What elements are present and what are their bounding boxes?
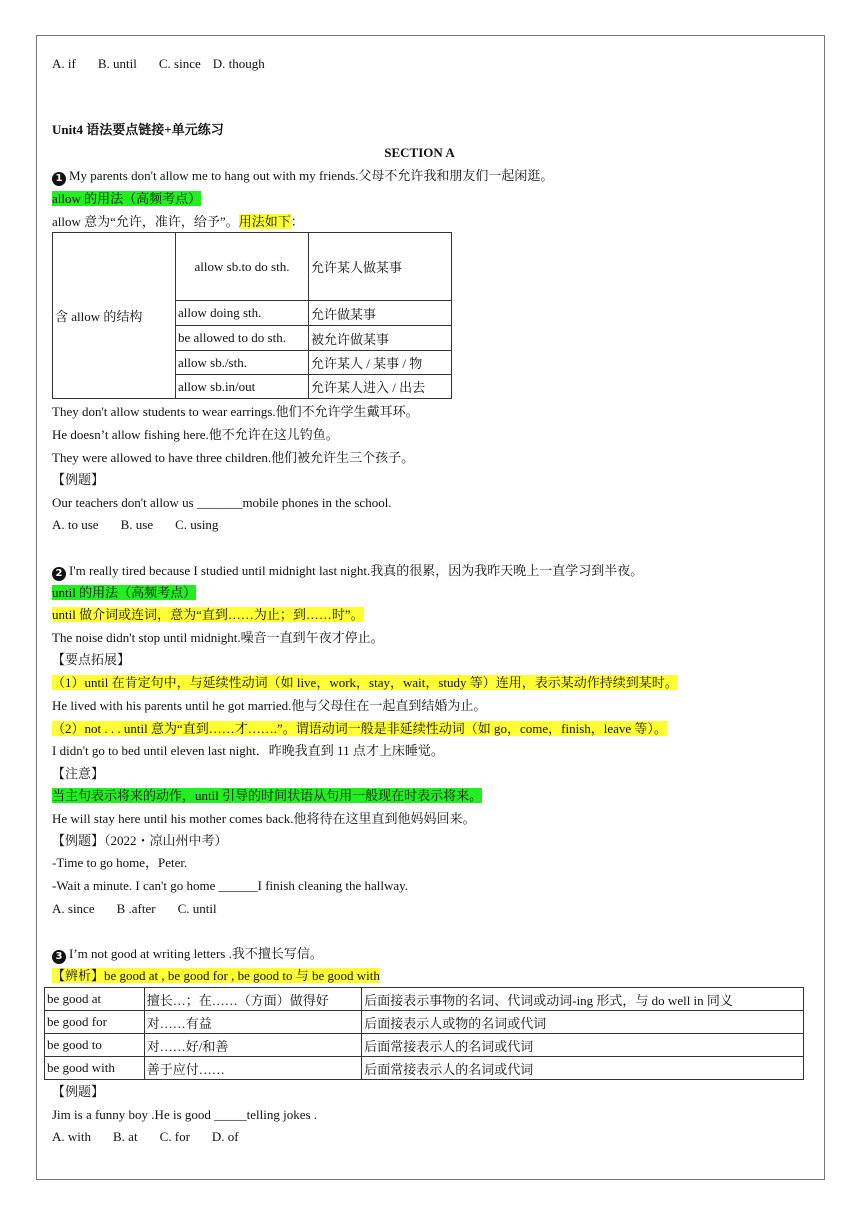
structure-cell: allow doing sth. — [176, 301, 309, 326]
option: C. for — [159, 1129, 190, 1144]
s2-example: I didn't go to bed until eleven last night．昨晚我直到 11 点才上床睡觉。 — [52, 743, 444, 758]
meaning-cell: 对……好/和善 — [144, 1034, 362, 1057]
phrase-cell: be good with — [45, 1057, 145, 1080]
q0-options — [52, 54, 265, 74]
meaning-highlight: 用法如下 — [238, 214, 291, 229]
meaning-cell: 允许某人进入 / 出去 — [309, 375, 452, 399]
s2-point — [52, 673, 678, 693]
s2-point — [52, 719, 667, 739]
s2-usage-title — [52, 583, 196, 603]
structure-cell: be allowed to do sth. — [176, 326, 309, 351]
s2-dialog: -Wait a minute. I can't go home ______I finish cleaning the hallway. — [52, 878, 409, 893]
structure-cell: allow sb.to do sth. — [176, 233, 309, 301]
sentence-text: I'm really tired because I studied until midnight last night.我真的很累，因为我昨天晚上一直学习到半夜。 — [69, 563, 644, 578]
s1-example: He doesn’t allow fishing here.他不允许在这儿钓鱼。 — [52, 427, 339, 442]
table-header-cell: 含 allow 的结构 — [53, 233, 176, 399]
s1-sentence — [52, 166, 553, 186]
structure-cell: allow sb.in/out — [176, 375, 309, 399]
option: B. at — [113, 1129, 138, 1144]
section-title: SECTION A — [384, 145, 455, 160]
option: B .after — [116, 901, 156, 916]
option: D. though — [212, 56, 265, 71]
s1-example-label: 【例题】 — [52, 472, 105, 487]
s2-note — [52, 786, 482, 806]
option: C. using — [175, 517, 219, 532]
be-good-table — [44, 987, 804, 1080]
s1-example: They were allowed to have three children.他们被允许生三个孩子。 — [52, 450, 415, 465]
sentence-text: My parents don't allow me to hang out with my friends.父母不允许我和朋友们一起闲逛。 — [69, 168, 554, 183]
s2-options — [52, 899, 217, 919]
option: A. since — [52, 901, 95, 916]
sentence-text: I’m not good at writing letters .我不擅长写信。 — [69, 946, 323, 961]
s2-sentence — [52, 561, 643, 581]
option: C. since — [158, 56, 201, 71]
usage-cell: 后面常接表示人的名词或代词 — [362, 1034, 804, 1057]
usage-cell: 后面接表示人或物的名词或代词 — [362, 1011, 804, 1034]
s3-options — [52, 1127, 239, 1147]
number-bullet: 2 — [52, 567, 66, 581]
highlighted-title: allow 的用法（高频考点） — [52, 191, 202, 206]
highlighted-point: （1）until 在肯定句中，与延续性动词（如 live，work，stay，wait，study 等）连用，表示某动作持续到某时。 — [52, 675, 678, 690]
option: B. use — [120, 517, 154, 532]
highlighted-title: until 的用法（高频考点） — [52, 585, 197, 600]
s2-dialog: -Time to go home，Peter. — [52, 855, 188, 870]
s1-meaning — [52, 212, 304, 232]
option: D. of — [211, 1129, 239, 1144]
phrase-cell: be good to — [45, 1034, 145, 1057]
s1-usage-title — [52, 189, 201, 209]
option: A. with — [52, 1129, 91, 1144]
s2-exam-label: 【例题】（2022・凉山州中考） — [52, 833, 228, 848]
usage-cell: 后面常接表示人的名词或代词 — [362, 1057, 804, 1080]
s3-analysis-title — [52, 966, 380, 986]
s1-question: Our teachers don't allow us _______mobile phones in the school. — [52, 495, 392, 510]
meaning-cell: 被允许做某事 — [309, 326, 452, 351]
highlighted-note: 当主句表示将来的动作，until 引导的时间状语从句用一般现在时表示将来。 — [52, 788, 483, 803]
s1-example: They don't allow students to wear earrings.他们不允许学生戴耳环。 — [52, 404, 419, 419]
structure-cell: allow sb./sth. — [176, 351, 309, 375]
meaning-cell: 允许某人做某事 — [309, 233, 452, 301]
allow-structure-table — [52, 232, 452, 399]
meaning-text: allow 意为“允许，准许，给予”。 — [52, 214, 239, 229]
s2-usage-def — [52, 605, 364, 625]
number-bullet: 3 — [52, 950, 66, 964]
analysis-label: 【辨析】 — [52, 968, 105, 983]
s2-example: He lived with his parents until he got married.他与父母住在一起直到结婚为止。 — [52, 698, 487, 713]
option: A. if — [52, 56, 76, 71]
highlighted-definition: until 做介词或连词，意为“直到……为止；到……时”。 — [52, 607, 364, 622]
meaning-cell: 允许做某事 — [309, 301, 452, 326]
phrase-cell: be good at — [45, 988, 145, 1011]
option: B. until — [97, 56, 137, 71]
usage-cell: 后面接表示事物的名词、代词或动词-ing 形式，与 do well in 同义 — [362, 988, 804, 1011]
s3-example-label: 【例题】 — [52, 1084, 105, 1099]
meaning-cell: 允许某人 / 某事 / 物 — [309, 351, 452, 375]
meaning-cell: 善于应付…… — [144, 1057, 362, 1080]
s2-example: He will stay here until his mother comes back.他将待在这里直到他妈妈回来。 — [52, 811, 476, 826]
highlighted-point: （2）not . . . until 意为“直到……才…….”。谓语动词一般是非延续性动词（如 go，come，finish，leave 等）。 — [52, 721, 667, 736]
s2-note-label: 【注意】 — [52, 766, 105, 781]
s2-example: The noise didn't stop until midnight.噪音一直到午夜才停止。 — [52, 630, 384, 645]
option: A. to use — [52, 517, 99, 532]
number-bullet: 1 — [52, 172, 66, 186]
s3-sentence — [52, 944, 323, 964]
meaning-suffix: ： — [290, 214, 304, 229]
meaning-cell: 对……有益 — [144, 1011, 362, 1034]
unit-title: Unit4 语法要点链接+单元练习 — [52, 122, 224, 137]
s2-expand-label: 【要点拓展】 — [52, 652, 131, 667]
s3-question: Jim is a funny boy .He is good _____telling jokes . — [52, 1107, 318, 1122]
meaning-cell: 擅长…；在……（方面）做得好 — [144, 988, 362, 1011]
s1-options — [52, 515, 218, 535]
phrase-cell: be good for — [45, 1011, 145, 1034]
option: C. until — [177, 901, 217, 916]
analysis-title-text: be good at , be good for , be good to 与 be good with — [104, 968, 380, 983]
